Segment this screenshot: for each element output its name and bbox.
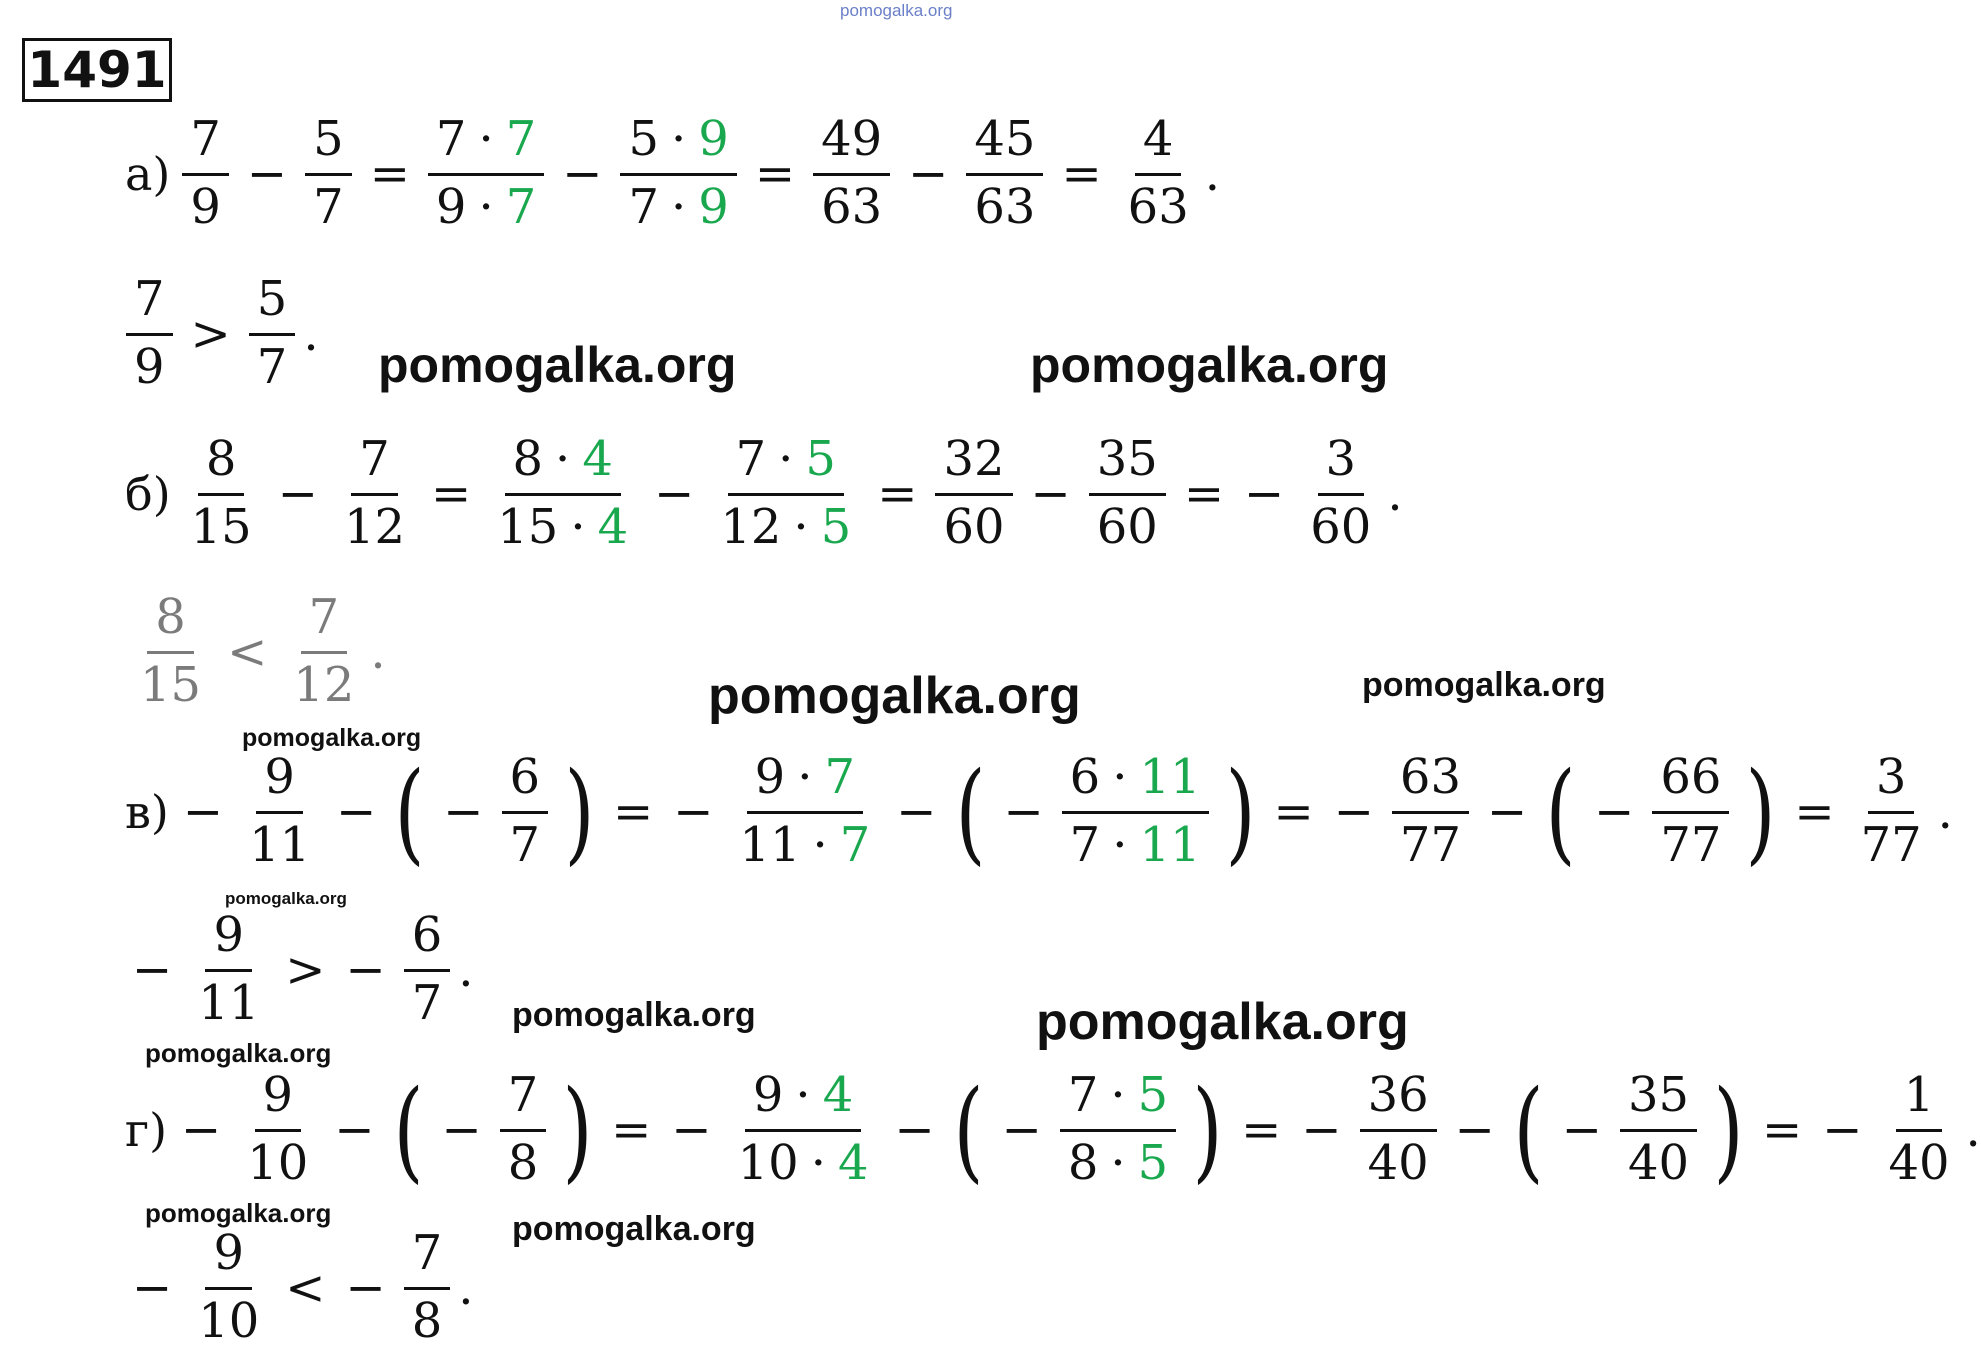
fraction: $\frac{36}{40}$ bbox=[1360, 1068, 1437, 1191]
minus-sign: − bbox=[1003, 783, 1044, 840]
minus-sign: − bbox=[1594, 783, 1635, 840]
top-watermark: pomogalka.org bbox=[840, 1, 953, 20]
part-g-equation bbox=[125, 1065, 1981, 1194]
minus-sign: − bbox=[132, 941, 173, 998]
watermark: pomogalka.org bbox=[1036, 993, 1409, 1051]
fraction: $\frac{7}{12}$ bbox=[343, 431, 406, 556]
left-paren: ( bbox=[393, 1065, 424, 1194]
fraction: $\frac{8}{15}$ bbox=[190, 431, 252, 556]
watermark: pomogalka.org bbox=[242, 724, 422, 752]
comparison-sign: < bbox=[227, 623, 268, 680]
minus-sign: − bbox=[277, 465, 318, 522]
part-a-label: а) bbox=[125, 146, 171, 201]
part-g-label: г) bbox=[125, 1102, 168, 1157]
minus-sign: − bbox=[673, 783, 714, 840]
minus-sign: − bbox=[1486, 783, 1528, 840]
watermark: pomogalka.org bbox=[512, 996, 756, 1034]
minus-sign: − bbox=[182, 783, 224, 840]
minus-sign: − bbox=[345, 941, 386, 998]
fraction-expanded: $\frac{8 \cdot 4}{15 \cdot 4}$ bbox=[497, 431, 629, 556]
part-v-equation bbox=[125, 747, 1953, 876]
part-b-label: б) bbox=[125, 466, 171, 521]
watermark: pomogalka.org bbox=[708, 667, 1081, 725]
fraction: $\frac{35}{60}$ bbox=[1089, 432, 1166, 555]
fraction-expanded: $\frac{7 \cdot 7}{9 \cdot 7}$ bbox=[428, 112, 544, 235]
equals-sign: = bbox=[754, 145, 796, 202]
minus-sign: − bbox=[1301, 1101, 1342, 1158]
watermark: pomogalka.org bbox=[225, 889, 347, 908]
fraction-result: $\frac{1}{40}$ bbox=[1888, 1067, 1950, 1192]
equals-sign: = bbox=[877, 465, 918, 522]
equals-sign: = bbox=[1762, 1101, 1803, 1158]
minus-sign: − bbox=[336, 783, 377, 840]
part-b-equation bbox=[125, 432, 1403, 555]
minus-sign: − bbox=[246, 145, 288, 202]
minus-sign: − bbox=[1333, 783, 1374, 840]
fraction: $\frac{6}{7}$ bbox=[502, 750, 549, 873]
fraction-expanded: $\frac{6 \cdot 11}{7 \cdot 11}$ bbox=[1062, 750, 1209, 873]
watermark: pomogalka.org bbox=[378, 337, 737, 393]
equals-sign: = bbox=[1794, 783, 1835, 840]
part-b-comparison bbox=[124, 590, 386, 713]
fraction: $\frac{9}{11}$ bbox=[198, 907, 260, 1032]
left-paren: ( bbox=[394, 747, 425, 876]
fraction-result: $\frac{3}{77}$ bbox=[1860, 749, 1922, 874]
fraction-expanded: $\frac{5 \cdot 9}{7 \cdot 9}$ bbox=[620, 112, 736, 235]
fraction: $\frac{32}{60}$ bbox=[935, 432, 1012, 555]
left-paren: ( bbox=[1513, 1065, 1544, 1194]
equals-sign: = bbox=[431, 465, 472, 522]
minus-sign: − bbox=[671, 1101, 712, 1158]
part-a-equation bbox=[125, 112, 1220, 235]
fraction: $\frac{66}{77}$ bbox=[1652, 750, 1729, 873]
right-paren: ) bbox=[562, 1065, 593, 1194]
equals-sign: = bbox=[1061, 145, 1102, 202]
watermark: pomogalka.org bbox=[512, 1210, 756, 1248]
period: . bbox=[1204, 145, 1220, 202]
equals-sign: = bbox=[1183, 465, 1225, 522]
equals-sign: = bbox=[1241, 1101, 1282, 1158]
fraction: $\frac{7}{8}$ bbox=[404, 1226, 451, 1349]
period: . bbox=[303, 305, 319, 362]
fraction: $\frac{5}{7}$ bbox=[249, 272, 296, 395]
task-number-box: 1491 bbox=[22, 38, 172, 102]
comparison-sign: < bbox=[285, 1259, 326, 1316]
fraction: $\frac{45}{63}$ bbox=[966, 112, 1043, 235]
fraction-expanded: $\frac{7 \cdot 5}{8 \cdot 5}$ bbox=[1060, 1068, 1176, 1191]
right-paren: ) bbox=[1745, 747, 1776, 876]
minus-sign: − bbox=[562, 145, 603, 202]
period: . bbox=[370, 623, 386, 680]
equals-sign: = bbox=[612, 783, 654, 840]
minus-sign: − bbox=[654, 465, 695, 522]
watermark: pomogalka.org bbox=[145, 1038, 332, 1068]
right-paren: ) bbox=[1224, 747, 1256, 876]
fraction: $\frac{7}{9}$ bbox=[126, 272, 173, 395]
fraction: $\frac{7}{12}$ bbox=[293, 589, 355, 714]
minus-sign: − bbox=[1454, 1101, 1495, 1158]
fraction: $\frac{9}{11}$ bbox=[249, 749, 311, 874]
fraction: $\frac{8}{15}$ bbox=[140, 589, 202, 714]
minus-sign: − bbox=[1822, 1101, 1863, 1158]
minus-sign: − bbox=[132, 1259, 173, 1316]
equals-sign: = bbox=[611, 1101, 652, 1158]
fraction: $\frac{9}{10}$ bbox=[198, 1225, 260, 1350]
comparison-sign: > bbox=[190, 305, 231, 362]
fraction: $\frac{5}{7}$ bbox=[305, 112, 352, 235]
fraction: $\frac{63}{77}$ bbox=[1392, 750, 1469, 873]
fraction: $\frac{6}{7}$ bbox=[404, 908, 451, 1031]
minus-sign: − bbox=[334, 1101, 375, 1158]
left-paren: ( bbox=[954, 747, 985, 876]
minus-sign: − bbox=[1244, 465, 1285, 522]
right-paren: ) bbox=[564, 747, 595, 876]
fraction-result: $\frac{3}{60}$ bbox=[1310, 431, 1372, 556]
minus-sign: − bbox=[345, 1259, 386, 1316]
part-v-comparison bbox=[122, 908, 474, 1031]
fraction-expanded: $\frac{7 \cdot 5}{12 \cdot 5}$ bbox=[720, 431, 852, 556]
equals-sign: = bbox=[369, 145, 410, 202]
equals-sign: = bbox=[1273, 783, 1314, 840]
fraction-result: $\frac{4}{63}$ bbox=[1127, 111, 1189, 236]
fraction-expanded: $\frac{9 \cdot 4}{10 \cdot 4}$ bbox=[737, 1067, 869, 1192]
fraction: $\frac{7}{8}$ bbox=[500, 1068, 547, 1191]
comparison-sign: > bbox=[285, 941, 326, 998]
left-paren: ( bbox=[953, 1065, 984, 1194]
minus-sign: − bbox=[443, 783, 484, 840]
period: . bbox=[458, 1259, 474, 1316]
minus-sign: − bbox=[181, 1101, 222, 1158]
period: . bbox=[1387, 465, 1403, 522]
left-paren: ( bbox=[1545, 747, 1576, 876]
fraction: $\frac{9}{10}$ bbox=[247, 1067, 309, 1192]
right-paren: ) bbox=[1713, 1065, 1744, 1194]
part-a-comparison bbox=[118, 272, 319, 395]
minus-sign: − bbox=[894, 1101, 935, 1158]
period: . bbox=[1965, 1101, 1981, 1158]
watermark: pomogalka.org bbox=[1030, 337, 1389, 393]
fraction: $\frac{7}{9}$ bbox=[182, 112, 229, 235]
minus-sign: − bbox=[441, 1101, 482, 1158]
fraction: $\frac{49}{63}$ bbox=[813, 112, 890, 235]
minus-sign: − bbox=[908, 145, 949, 202]
period: . bbox=[458, 941, 474, 998]
watermark: pomogalka.org bbox=[1362, 666, 1606, 704]
minus-sign: − bbox=[1001, 1101, 1042, 1158]
fraction-expanded: $\frac{9 \cdot 7}{11 \cdot 7}$ bbox=[739, 749, 871, 874]
watermark: pomogalka.org bbox=[145, 1198, 332, 1228]
minus-sign: − bbox=[896, 783, 937, 840]
period: . bbox=[1937, 783, 1953, 840]
minus-sign: − bbox=[1030, 465, 1071, 522]
part-v-label: в) bbox=[125, 784, 169, 839]
part-g-comparison bbox=[122, 1226, 474, 1349]
right-paren: ) bbox=[1192, 1065, 1223, 1194]
fraction: $\frac{35}{40}$ bbox=[1620, 1068, 1697, 1191]
minus-sign: − bbox=[1561, 1101, 1603, 1158]
